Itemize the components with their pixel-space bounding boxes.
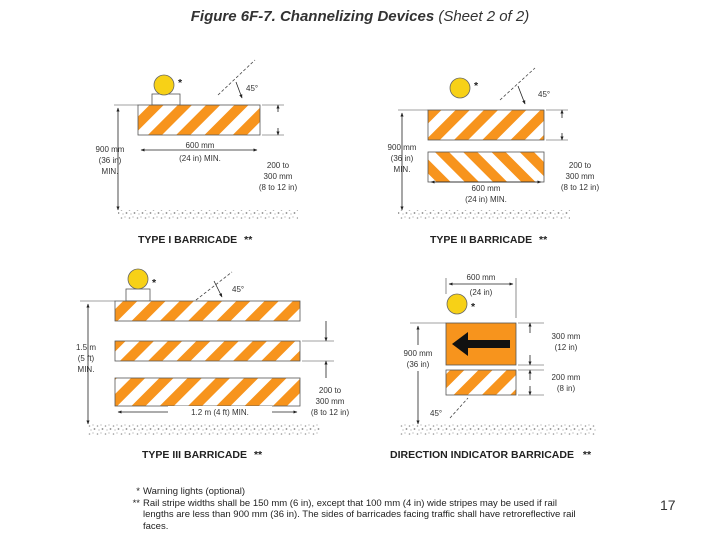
type1-rail-l1: 200 to (266, 161, 290, 170)
direction-panel-l1: 300 mm (551, 332, 581, 341)
type2-length-l1: 600 mm (471, 184, 501, 193)
figure-title-main: Figure 6F-7. Channelizing Devices (190, 8, 435, 25)
direction-height-l1: 900 mm (403, 349, 433, 358)
type3-angle-label: 45° (232, 285, 245, 294)
type1-light-marker: * (178, 77, 183, 89)
type1-height-l3: MIN. (101, 167, 119, 176)
type3-height-l3: MIN. (77, 365, 95, 374)
type3-rail-middle (115, 341, 300, 361)
type3-rail-l2: 300 mm (315, 397, 345, 406)
note-warning-lights (128, 486, 588, 498)
type3-rail-l3: (8 to 12 in) (310, 408, 350, 417)
note-1-text: Warning lights (optional) (143, 486, 246, 497)
type3-height-l2: (5 ft) (77, 354, 95, 363)
type3-length-label: 1.2 m (4 ft) MIN. (191, 408, 249, 417)
type3-ground (88, 424, 320, 436)
type3-light-marker: * (152, 277, 157, 289)
type2-light-marker: * (474, 80, 479, 92)
type3-heading: TYPE III BARRICADE ** (142, 449, 263, 461)
direction-panel-l2: (12 in) (554, 343, 578, 352)
direction-indicator-barricade (390, 273, 596, 461)
direction-height-l2: (36 in) (406, 360, 430, 369)
type2-height-l3: MIN. (393, 165, 411, 174)
type1-barricade (96, 60, 298, 246)
type2-angle-label: 45° (538, 90, 551, 99)
direction-rail-l1: 200 mm (551, 373, 581, 382)
type1-height-l1: 900 mm (95, 145, 125, 154)
note-2-text: Rail stripe widths shall be 150 mm (6 in), except that 100 mm (4 in) wide stripes may be used if rail lengths are less than 900 mm (36 in). The sides of barricades facing traffic shall have retroreflective rail faces. (143, 497, 576, 532)
direction-heading: DIRECTION INDICATOR BARRICADE ** (390, 449, 592, 461)
notes (128, 486, 588, 532)
direction-ground (400, 424, 596, 436)
type2-warning-light (450, 78, 470, 98)
type2-heading: TYPE II BARRICADE ** (430, 234, 548, 246)
type1-angle-arrow (236, 82, 242, 98)
type3-rail-top (115, 301, 300, 321)
type1-rail (138, 105, 260, 135)
type3-light-base (126, 289, 150, 301)
type1-light-base (152, 94, 180, 105)
type1-angle-label: 45° (246, 84, 259, 93)
type2-rail-l2: 300 mm (565, 172, 595, 181)
type3-warning-light (128, 269, 148, 289)
type2-angle-line (500, 68, 535, 100)
type2-rail-l1: 200 to (568, 161, 592, 170)
type1-rail-l2: 300 mm (263, 172, 293, 181)
direction-angle-label: 45° (430, 409, 443, 418)
page-number: 17 (660, 497, 676, 513)
direction-top-l2: (24 in) (469, 288, 493, 297)
direction-angle-line (450, 398, 468, 418)
figure-title-sheet: (Sheet 2 of 2) (438, 8, 530, 25)
type1-rail-l3: (8 to 12 in) (258, 183, 298, 192)
type2-ground (398, 210, 570, 220)
type3-angle-line (196, 272, 232, 300)
direction-warning-light (447, 294, 467, 314)
type1-warning-light (154, 75, 174, 95)
direction-rail (446, 370, 516, 395)
note-1-marker: * (136, 486, 140, 497)
type1-ground (118, 210, 298, 220)
type2-rail-top (428, 110, 544, 140)
type1-length-l2: (24 in) MIN. (179, 154, 221, 163)
type3-height-l1: 1.5 m (75, 343, 97, 352)
note-2-marker: ** (132, 497, 140, 509)
type2-barricade (388, 68, 600, 246)
direction-top-l1: 600 mm (466, 273, 496, 282)
type3-angle-arrow (214, 281, 222, 297)
type2-height-l2: (36 in) (390, 154, 414, 163)
direction-light-marker: * (471, 301, 476, 313)
type2-length-l2: (24 in) MIN. (465, 195, 507, 204)
type3-barricade (76, 269, 349, 461)
type3-rail-bottom (115, 378, 300, 406)
type1-heading: TYPE I BARRICADE ** (138, 234, 253, 246)
type2-angle-arrow (518, 86, 525, 104)
type2-rail-l3: (8 to 12 in) (560, 183, 600, 192)
type2-height-l1: 900 mm (387, 143, 417, 152)
type3-rail-l1: 200 to (318, 386, 342, 395)
direction-rail-l2: (8 in) (556, 384, 576, 393)
type1-height-l2: (36 in) (98, 156, 122, 165)
type1-length-l1: 600 mm (185, 141, 215, 150)
type2-rail-bottom (428, 152, 544, 182)
note-rail-stripes (128, 498, 588, 533)
